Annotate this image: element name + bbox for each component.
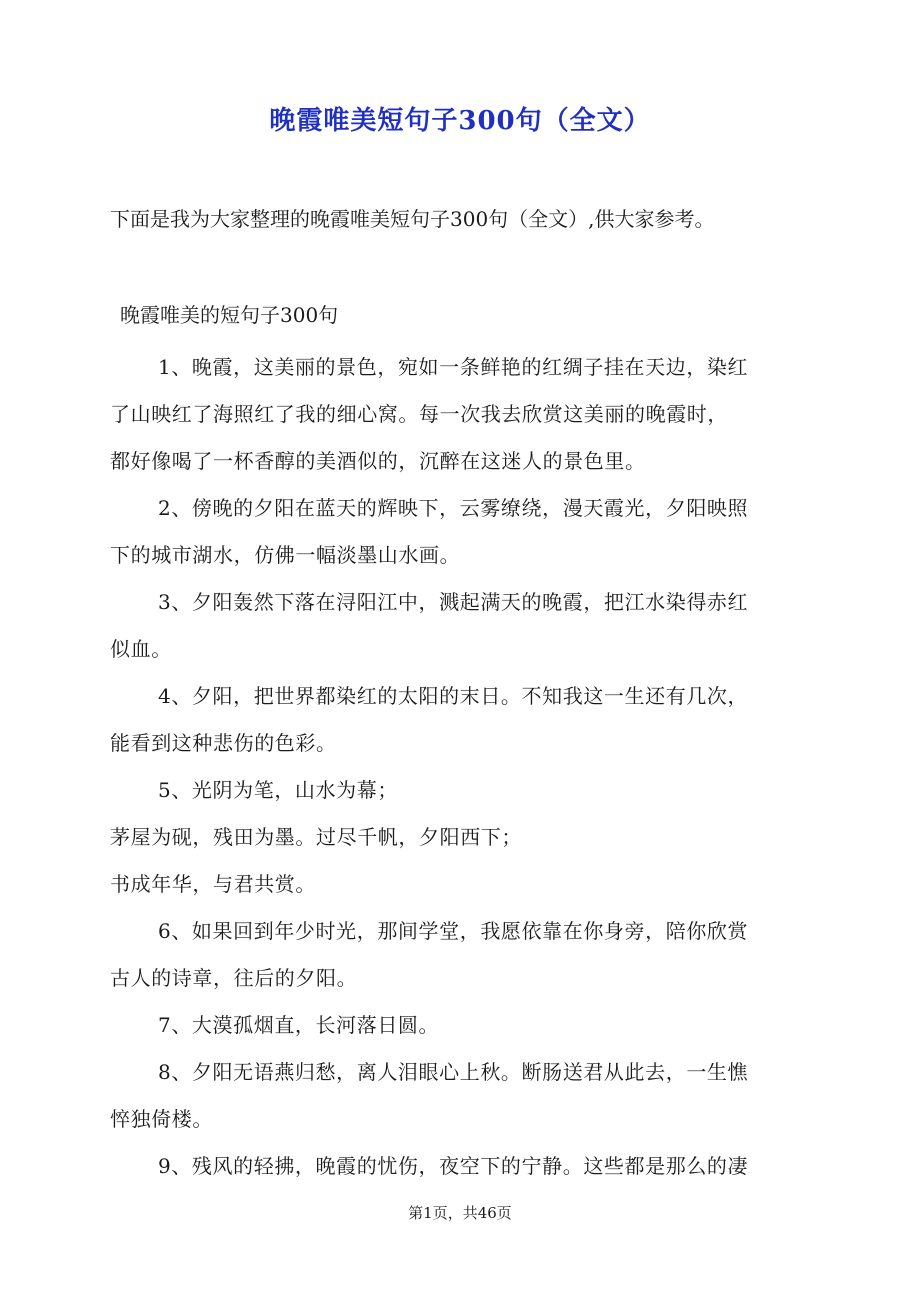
body-line: 下的城市湖水，仿佛一幅淡墨山水画。 bbox=[110, 543, 461, 567]
document-title: 晚霞唯美短句子300句（全文） bbox=[269, 106, 651, 136]
body-line: 9、残风的轻拂，晚霞的忧伤，夜空下的宁静。这些都是那么的凄 bbox=[158, 1154, 749, 1178]
section-subtitle: 晚霞唯美的短句子300句 bbox=[120, 303, 339, 327]
body-line: 古人的诗章，往后的夕阳。 bbox=[110, 966, 358, 990]
body-line: 5、光阴为笔，山水为幕； bbox=[158, 778, 398, 802]
intro-paragraph: 下面是我为大家整理的晚霞唯美短句子300句（全文）,供大家参考。 bbox=[110, 207, 715, 231]
body-line: 8、夕阳无语燕归愁，离人泪眼心上秋。断肠送君从此去，一生憔 bbox=[158, 1060, 749, 1084]
body-text bbox=[110, 344, 815, 1190]
body-line: 都好像喝了一杯香醇的美酒似的，沉醉在这迷人的景色里。 bbox=[110, 449, 646, 473]
body-line: 了山映红了海照红了我的细心窝。每一次我去欣赏这美丽的晚霞时， bbox=[110, 402, 728, 426]
body-line: 能看到这种悲伤的色彩。 bbox=[110, 731, 337, 755]
body-line: 似血。 bbox=[110, 637, 172, 661]
body-line: 悴独倚楼。 bbox=[110, 1107, 213, 1131]
page-indicator: 第1页，共46页 bbox=[408, 1204, 512, 1222]
body-line: 2、傍晚的夕阳在蓝天的辉映下，云雾缭绕，漫天霞光，夕阳映照 bbox=[158, 496, 749, 520]
body-line: 3、夕阳轰然下落在浔阳江中，溅起满天的晚霞，把江水染得赤红 bbox=[158, 590, 749, 614]
body-line: 书成年华，与君共赏。 bbox=[110, 872, 316, 896]
body-line: 4、夕阳，把世界都染红的太阳的末日。不知我这一生还有几次， bbox=[158, 684, 749, 708]
body-line: 茅屋为砚，残田为墨。过尽千帆，夕阳西下； bbox=[110, 825, 522, 849]
body-line: 7、大漠孤烟直，长河落日圆。 bbox=[158, 1013, 440, 1037]
body-line: 6、如果回到年少时光，那间学堂，我愿依靠在你身旁，陪你欣赏 bbox=[158, 919, 749, 943]
body-line: 1、晚霞，这美丽的景色，宛如一条鲜艳的红绸子挂在天边，染红 bbox=[158, 355, 749, 379]
